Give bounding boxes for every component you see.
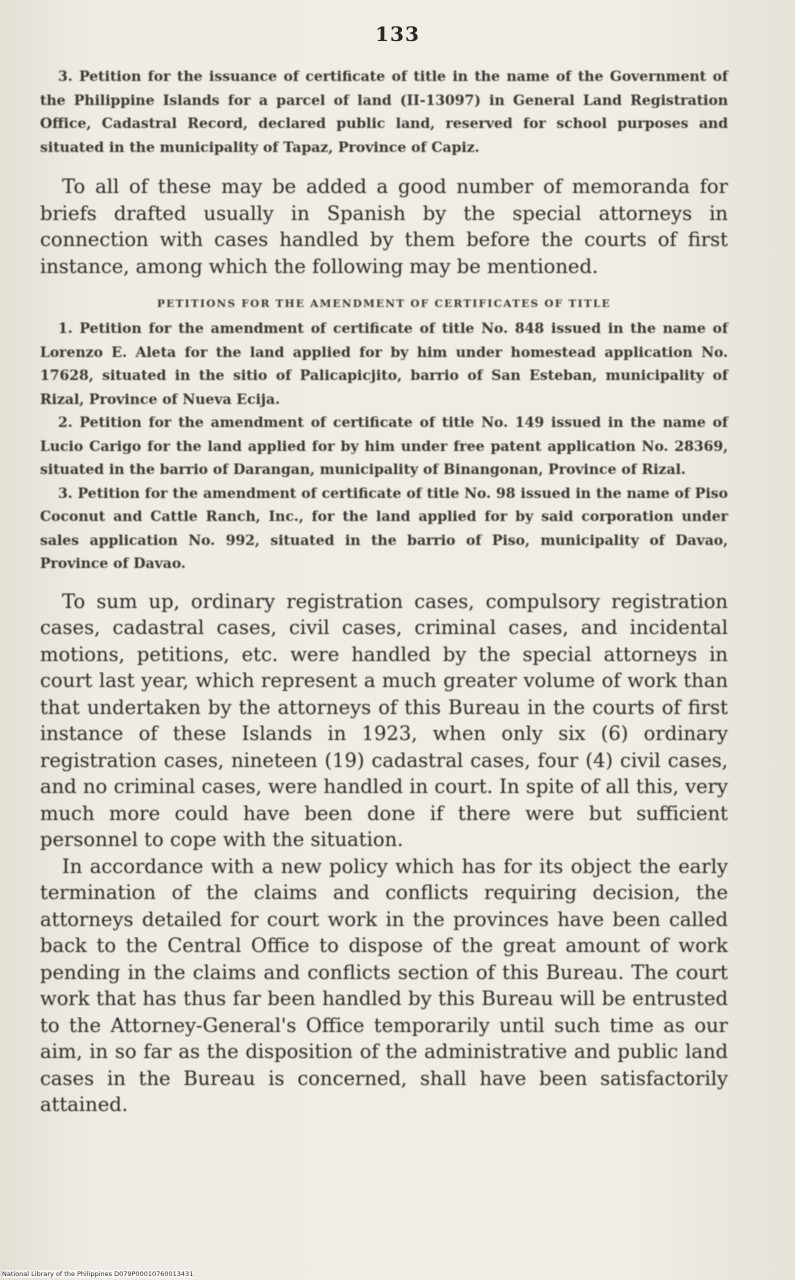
archive-footer: National Library of the Philippines D079P00010760013431 [2, 1270, 194, 1278]
section-heading: PETITIONS FOR THE AMENDMENT OF CERTIFICATES OF TITLE [157, 298, 611, 310]
paragraph-amendment-3: 3. Petition for the amendment of certificate of title No. 98 issued in the name of Piso Coconut and Cattle Ranch, Inc., for the land applied for by said corporation under sales application No. 992, situated in the barrio of Piso, municipality of Davao, Province of Davao. [40, 485, 728, 572]
paragraph-amendment-2: 2. Petition for the amendment of certificate of title No. 149 issued in the name of Lucio Carigo for the land applied for by him under free patent application No. 28369, situated in the barrio of Darangan, municipality of Binangonan, Province of Rizal. [40, 415, 728, 478]
paragraph-memoranda: To all of these may be added a good number of memoranda for briefs drafted usually in Spanish by the special attorneys in connection with cases handled by them before the courts of first instance, among which the following may be mentioned. [40, 175, 728, 278]
paragraph-petition-3-certificate: 3. Petition for the issuance of certificate of title in the name of the Government of the Philippine Islands for a parcel of land (II-13097) in General Land Registration Office, Cadastral Record, declared public land, reserved for school purposes and situated in the municipality of Tapaz, Province of Capiz. [40, 69, 728, 156]
paragraph-new-policy: In accordance with a new policy which has for its object the early termination of the claims and conflicts requiring decision, the attorneys detailed for court work in the provinces have been called back to the Central Office to dispose of the great amount of work pending in the claims and conflicts section of this Bureau. The court work that has thus far been handled by this Bureau will be entrusted to the Attorney-General's Office temporarily until such time as our aim, in so far as the disposition of the administrative and public land cases in the Bureau is concerned, shall have been satisfactorily attained. [40, 854, 728, 1116]
paragraph-amendment-1: 1. Petition for the amendment of certificate of title No. 848 issued in the name of Lorenzo E. Aleta for the land applied for by him under homestead application No. 17628, situated in the sitio of Palicapicjito, barrio of San Esteban, municipality of Rizal, Province of Nueva Ecija. [40, 321, 728, 408]
page-content [40, 66, 728, 1119]
paragraph-summary: To sum up, ordinary registration cases, compulsory registration cases, cadastral cases, civil cases, criminal cases, and incidental motions, petitions, etc. were handled by the special attorneys in court last year, which represent a much greater volume of work than that undertaken by the attorneys of this Bureau in the courts of first instance of these Islands in 1923, when only six (6) ordinary registration cases, nineteen (19) cadastral cases, four (4) civil cases, and no criminal cases, were handled in court. In spite of all this, very much more could have been done if there were but sufficient personnel to cope with the situation. [40, 589, 728, 851]
page-number: 133 [375, 22, 420, 46]
